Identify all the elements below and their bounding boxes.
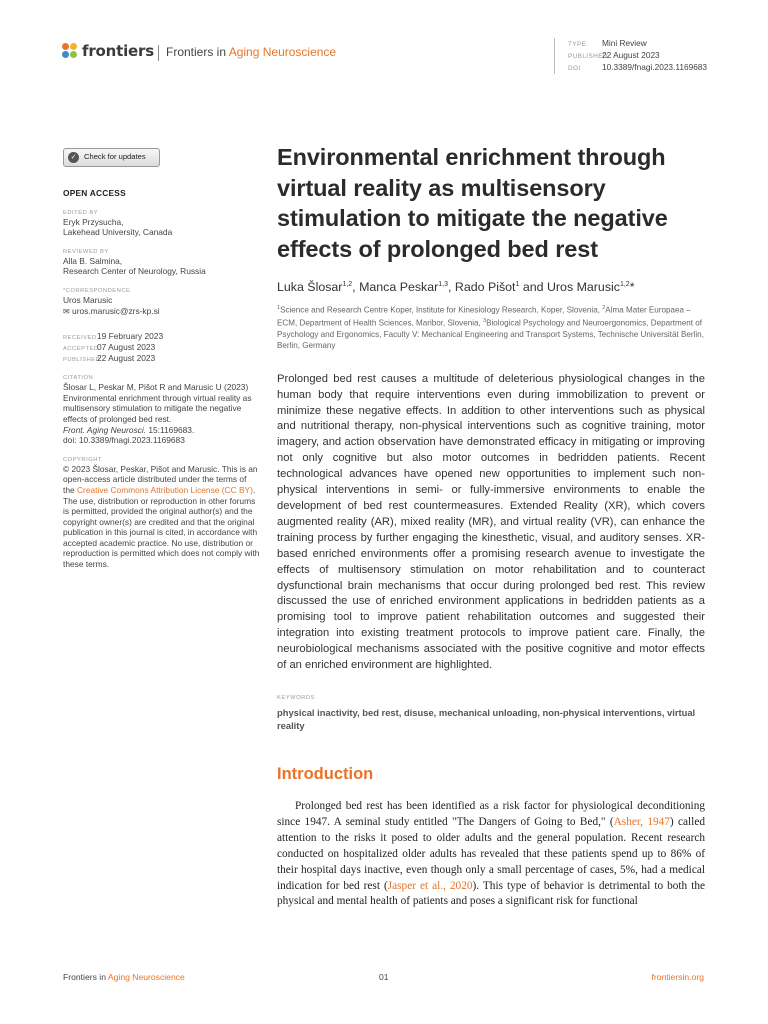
article-title: Environmental enrichment through virtual reality as multisensory stimulation to mitigate the negative effects of prolonged bed rest [277, 144, 668, 262]
edited-by: EDITED BY Eryk Przysucha, Lakehead University, Canada [63, 209, 173, 238]
intro-paragraph: Prolonged bed rest has been identified as a risk factor for physiological deconditioning since 1947. A seminal study entitled "The Dangers of Going to Bed," (Asher, 1947) called attention to the risks it posed to older adults and the general population. Recent research conducted on hospitalized older adults has revealed that these patients spend up to 86% of their hospital days inactive, even though only a small percentage of cases, 5%, had a medical indication for bed rest (Jasper et al., 2020). This type of behavior is detrimental to both the physical and mental health of patients and poses a significant risk for functional [277, 799, 705, 908]
citation-doi[interactable]: doi: 10.3389/fnagi.2023.1169683 [63, 435, 185, 446]
citation: CITATION Šlosar L, Peskar M, Pišot R and Marusic U (2023) Environmental enrichment through virtual reality as multisensory stimulation to mitigate the negative effects of prolonged bed rest. Front. Aging Neurosci. 15:1169683. doi: 10.3389/fnagi.2023.1169683 [63, 375, 252, 446]
mail-icon: ✉ [63, 306, 70, 316]
affiliations: $^1$Science and Research Centre Koper, Institute for Kinesiology Research, Koper, Slovenia, $^2$Alma Mater Europaea – ECM, Department of Health Sciences, Maribor, Slovenia, $^3$Biological Psychology and Neuroergonomics, Department of Psychology and Ergonomics, Faculty V: Mechanical Engineering and Transport Systems, Technische Universität Berlin, Berlin, Germany [277, 305, 704, 350]
open-access-label: OPEN ACCESS [63, 188, 126, 198]
article-dates: RECEIVED19 February 2023 ACCEPTED07 August 2023 PUBLISHED22 August 2023 [63, 331, 164, 364]
article-meta [554, 38, 707, 74]
frontiers-logo-icon [62, 43, 78, 59]
meta-doi[interactable]: DOI 10.3389/fnagi.2023.1169683 [568, 62, 708, 72]
section-heading-introduction: Introduction [277, 764, 374, 783]
author-list: Luka Šlosar$^{1,2}$, Manca Peskar$^{1,3}$, Rado Pišot$^1$ and Uros Marusic$^{1,2}$* [277, 280, 635, 295]
author[interactable]: Uros Marusic$^{1,2}$ [546, 280, 630, 295]
author[interactable]: Luka Šlosar$^{1,2}$ [277, 280, 353, 295]
page-header [62, 38, 712, 82]
keywords-label: KEYWORDS [277, 694, 315, 701]
check-for-updates-button[interactable]: ✓ Check for updates [63, 148, 160, 167]
author[interactable]: Rado Pišot$^1$ [454, 280, 520, 295]
article-main [277, 142, 705, 910]
reviewed-by: REVIEWED BY Alla B. Salmina, Research Center of Neurology, Russia [63, 248, 206, 277]
brand-name: frontiers [82, 42, 154, 60]
footer-site-link[interactable]: frontiersin.org [651, 972, 704, 982]
citation-link[interactable]: Asher, 1947 [613, 815, 670, 828]
keywords: physical inactivity, bed rest, disuse, mechanical unloading, non-physical interventions, virtual reality [277, 706, 696, 731]
meta-published: PUBLISHED22 August 2023 [568, 50, 660, 60]
page-number: 01 [379, 972, 389, 982]
frontiers-logo[interactable] [62, 42, 154, 60]
updates-icon: ✓ [68, 152, 79, 163]
correspondence: *CORRESPONDENCE Uros Marusic ✉ uros.marusic@zrs-kp.si [63, 287, 263, 317]
copyright: COPYRIGHT © 2023 Šlosar, Peskar, Pišot and Marusic. This is an open-access article distributed under the terms of the Creative Commons Attribution License (CC BY). The use, distribution or reproduction in other forums is permitted, provided the original author(s) and the copyright owner(s) are credited and that the original publication in this journal is cited, in accordance with accepted academic practice. No use, distribution or reproduction is permitted which does not comply with these terms. [63, 456, 260, 570]
abstract: Prolonged bed rest causes a multitude of deleterious physiological changes in the human body that require interventions even during immobilization to prevent or minimize these negative effects. In addition to other interventions such as physical and nutritional therapy, non-physical interventions such as cognitive training, motor imagery, and action observation have demonstrated efficacy in mitigating or improving not only cognitive but also motor outcomes in bedridden patients. Recent technological advances have opened new opportunities to implement such non-physical interventions in semi- or fully-immersive environments to enable the development of bed rest countermeasures. Extended Reality (XR), which covers augmented reality (AR), mixed reality (MR), and virtual reality (VR), can enhance the training process by further engaging the kinesthetic, visual, and auditory senses. XR-based enriched environments offer a promising research avenue to investigate the effects of multisensory stimulation on motor rehabilitation and to counteract dysfunctional brain mechanisms that occur during prolonged bed rest. This review discussed the use of enriched environment applications in bedridden patients as a promising tool to improve patient rehabilitation outcomes and suggested their integration into existing treatment protocols to improve patient care. Finally, the neurobiological mechanisms associated with the positive cognitive and motor effects of an enriched environment are highlighted. [277, 372, 705, 672]
journal-name[interactable]: Frontiers in Aging Neuroscience [166, 45, 337, 59]
author[interactable]: Manca Peskar$^{1,3}$ [359, 280, 448, 295]
cc-by-license-link[interactable]: Creative Commons Attribution License (CC BY) [76, 484, 253, 495]
correspondence-email[interactable]: ✉ uros.marusic@zrs-kp.si [63, 305, 160, 316]
footer-journal[interactable]: Frontiers in Aging Neuroscience [63, 972, 185, 982]
meta-type: TYPE Mini Review [568, 38, 647, 48]
citation-link[interactable]: Jasper et al., 2020 [387, 879, 473, 892]
article-sidebar [63, 148, 263, 570]
header-divider [158, 45, 159, 61]
